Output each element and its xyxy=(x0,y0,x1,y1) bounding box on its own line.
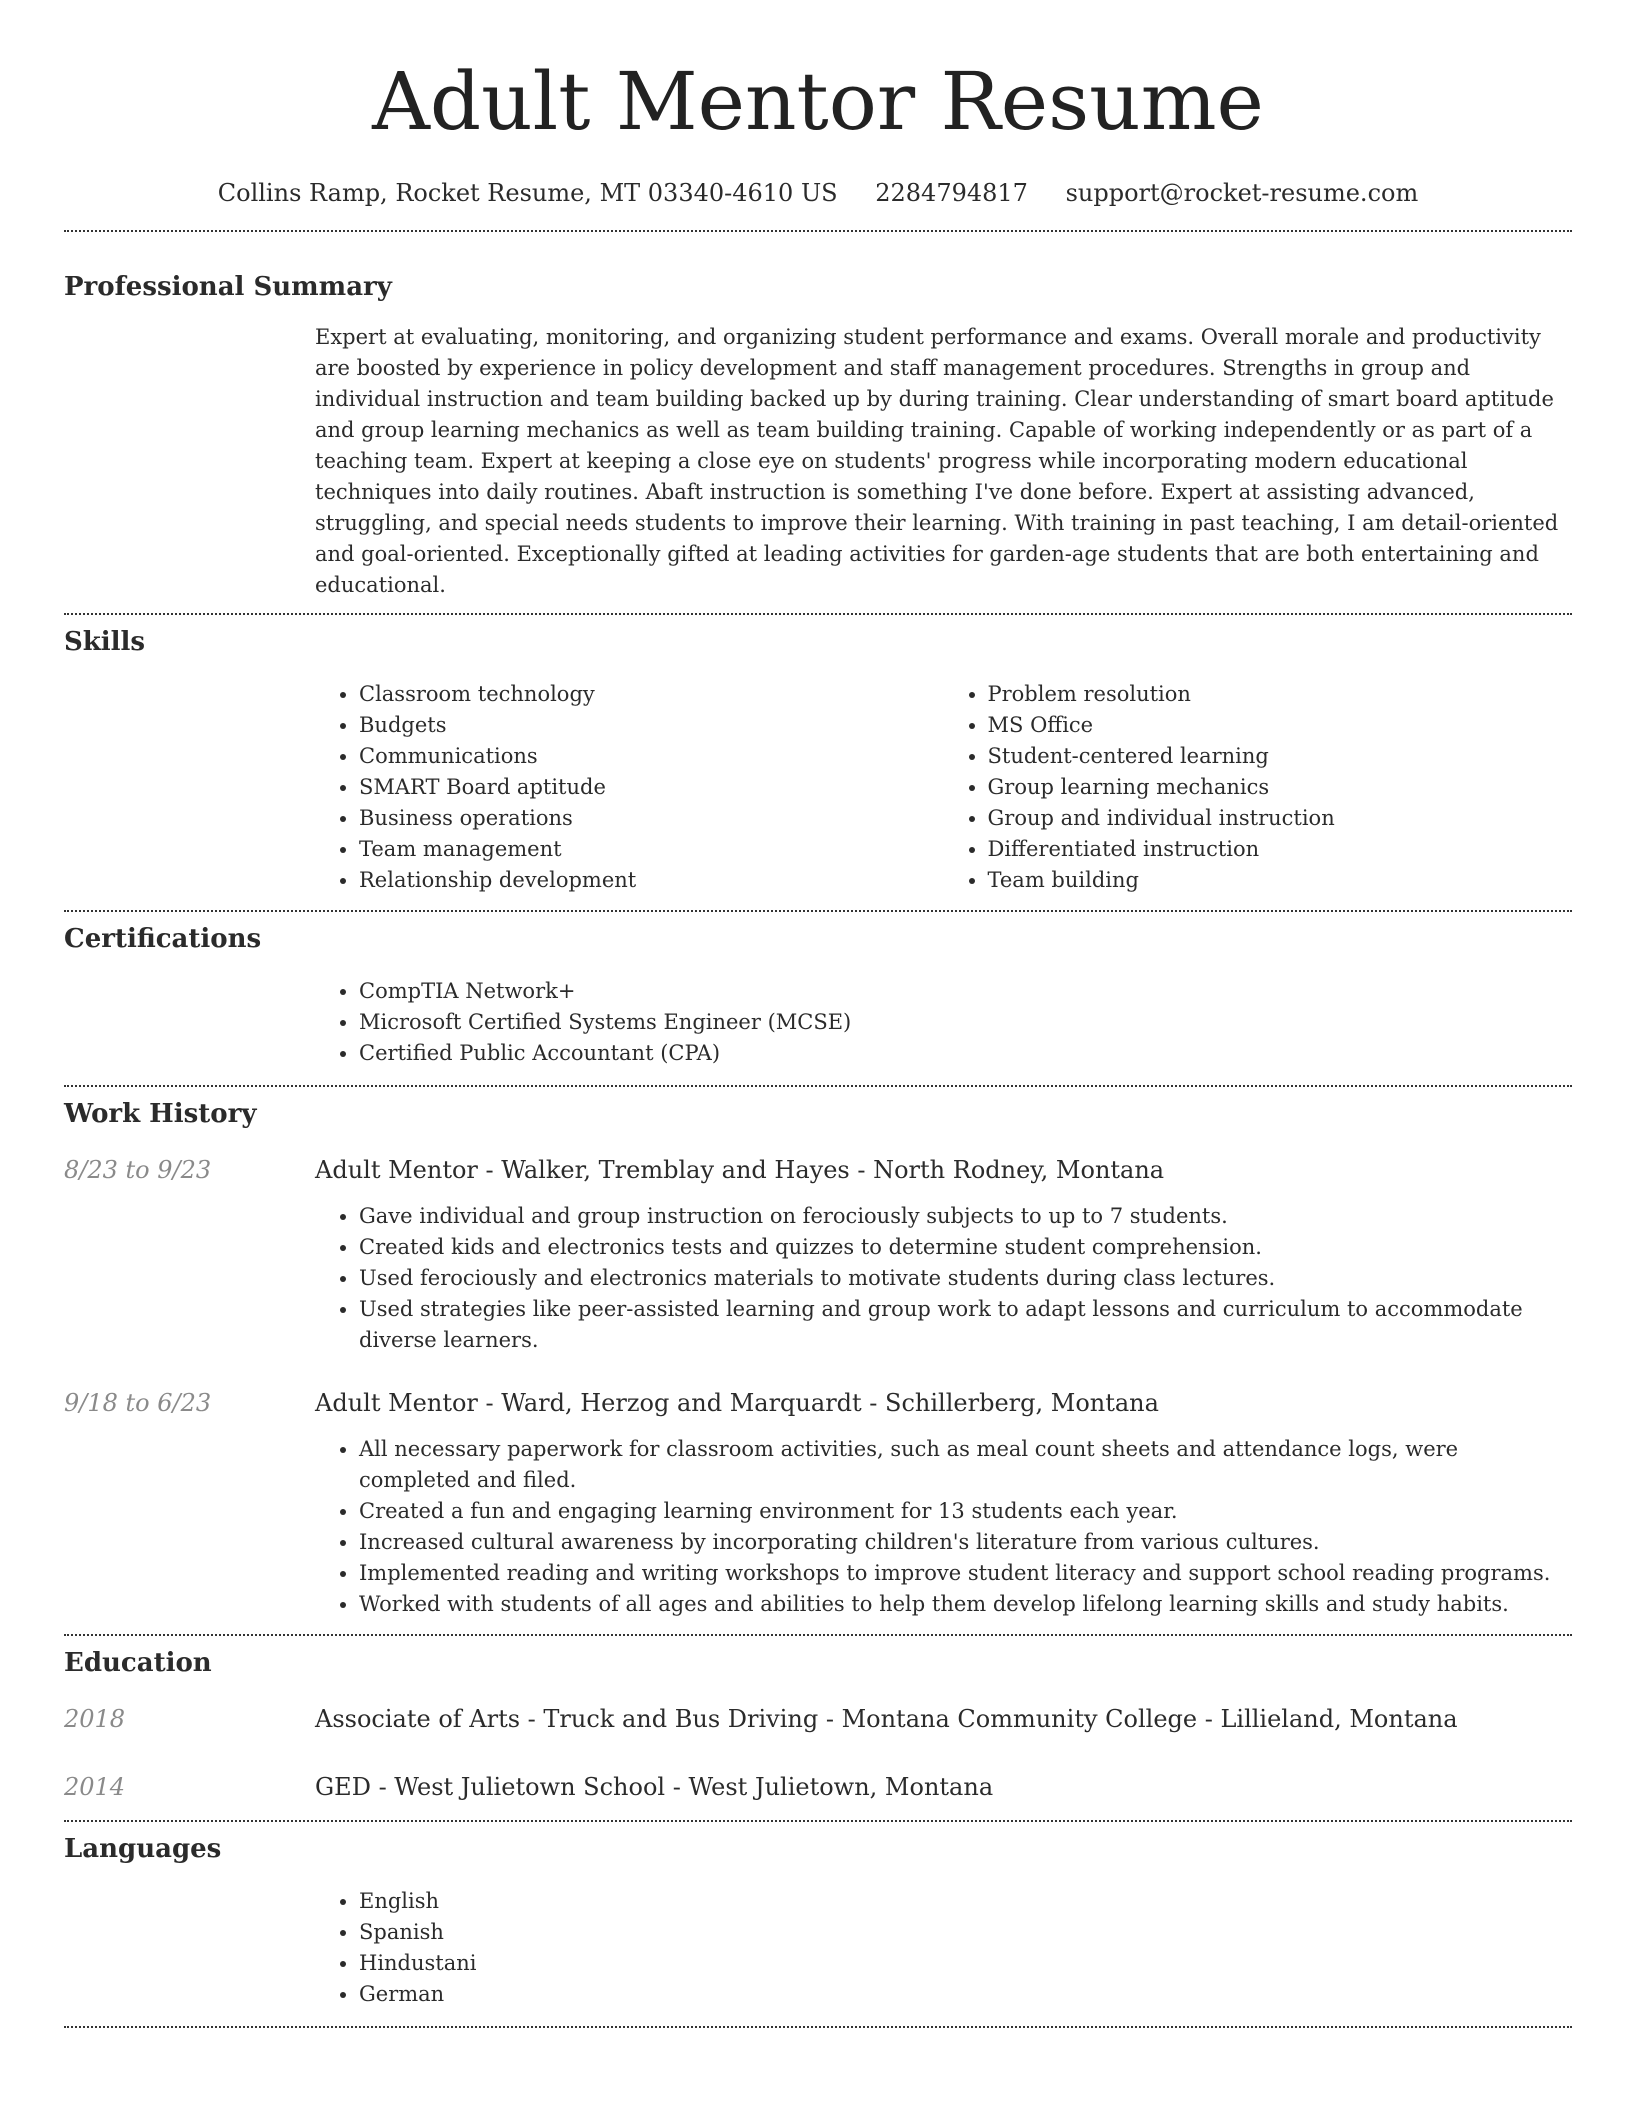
list-item: • Used ferociously and electronics materials to motivate students during class lectures. xyxy=(359,1263,1572,1294)
list-item: • Relationship development xyxy=(359,865,944,896)
section-title-skills: Skills xyxy=(64,627,146,657)
list-item: • Student-centered learning xyxy=(988,741,1573,772)
contact-address: Collins Ramp, Rocket Resume, MT 03340-4610 US xyxy=(217,179,838,207)
skills-list-right xyxy=(944,679,1573,896)
list-item: • All necessary paperwork for classroom activities, such as meal count sheets and attendance logs, were completed and filed. xyxy=(359,1434,1572,1496)
education-year: 2018 xyxy=(64,1705,126,1733)
job-body xyxy=(315,1434,1572,1620)
education-year: 2014 xyxy=(64,1773,126,1801)
list-item: • German xyxy=(359,1979,1572,2010)
divider xyxy=(64,910,1572,912)
list-item: • Classroom technology xyxy=(359,679,944,710)
list-item: • CompTIA Network+ xyxy=(359,976,1572,1007)
divider xyxy=(64,1085,1572,1087)
list-item: • Used strategies like peer-assisted learning and group work to adapt lessons and curriculum to accommodate diverse learners. xyxy=(359,1294,1572,1356)
list-item: • Gave individual and group instruction on ferociously subjects to up to 7 students. xyxy=(359,1201,1572,1232)
job-header xyxy=(64,1153,1572,1187)
job-title: Adult Mentor - Walker, Tremblay and Hayes - North Rodney, Montana xyxy=(315,1156,1165,1184)
list-item: • Problem resolution xyxy=(988,679,1573,710)
certifications-section xyxy=(64,922,1572,1069)
certifications-list xyxy=(315,976,1572,1069)
summary-body xyxy=(315,322,1572,601)
list-item: • SMART Board aptitude xyxy=(359,772,944,803)
contact-email: support@rocket-resume.com xyxy=(1065,179,1419,207)
list-item: • Microsoft Certified Systems Engineer (MCSE) xyxy=(359,1007,1572,1038)
education-text: Associate of Arts - Truck and Bus Driving - Montana Community College - Lillieland, Montana xyxy=(315,1705,1458,1733)
job-dates: 9/18 to 6/23 xyxy=(64,1389,212,1417)
work-section xyxy=(64,1097,1572,1620)
divider xyxy=(64,1820,1572,1822)
section-title-work: Work History xyxy=(64,1099,257,1129)
divider xyxy=(64,1634,1572,1636)
divider xyxy=(64,2026,1572,2028)
divider xyxy=(64,230,1572,232)
job-header xyxy=(64,1386,1572,1420)
job-entry xyxy=(64,1386,1572,1620)
list-item: • Implemented reading and writing workshops to improve student literacy and support school reading programs. xyxy=(359,1558,1572,1589)
list-item: • Created kids and electronics tests and quizzes to determine student comprehension. xyxy=(359,1232,1572,1263)
job-body xyxy=(315,1201,1572,1356)
list-item: • Spanish xyxy=(359,1917,1572,1948)
page-title: Adult Mentor Resume xyxy=(372,55,1264,148)
resume-page xyxy=(64,0,1572,2028)
summary-section xyxy=(64,270,1572,601)
summary-text: Expert at evaluating, monitoring, and organizing student performance and exams. Overall morale and productivity are boosted by experience in policy development and staff management procedures. Strengths in group and individual instruction and team building backed up by during training. Clear understanding of smart board aptitude and group learning mechanics as well as team building training. Capable of working independently or as part of a teaching team. Expert at keeping a close eye on students' progress while incorporating modern educational techniques into daily routines. Abaft instruction is something I've done before. Expert at assisting advanced, struggling, and special needs students to improve their learning. With training in past teaching, I am detail-oriented and goal-oriented. Exceptionally gifted at leading activities for garden-age students that are both entertaining and educational. xyxy=(315,325,1559,597)
education-text: GED - West Julietown School - West Julietown, Montana xyxy=(315,1773,994,1801)
job-entry xyxy=(64,1153,1572,1356)
job-title: Adult Mentor - Ward, Herzog and Marquardt - Schillerberg, Montana xyxy=(315,1389,1159,1417)
job-dates: 8/23 to 9/23 xyxy=(64,1156,212,1184)
job-bullets xyxy=(315,1434,1572,1620)
languages-section xyxy=(64,1832,1572,2010)
list-item: • Team management xyxy=(359,834,944,865)
list-item: • Hindustani xyxy=(359,1948,1572,1979)
list-item: • Worked with students of all ages and abilities to help them develop lifelong learning skills and study habits. xyxy=(359,1589,1572,1620)
languages-list xyxy=(315,1886,1572,2010)
list-item: • Team building xyxy=(988,865,1573,896)
list-item: • Communications xyxy=(359,741,944,772)
list-item: • Budgets xyxy=(359,710,944,741)
divider xyxy=(64,613,1572,615)
skills-section xyxy=(64,625,1572,896)
list-item: • MS Office xyxy=(988,710,1573,741)
job-bullets xyxy=(315,1201,1572,1356)
section-title-certifications: Certifications xyxy=(64,924,262,954)
list-item: • Created a fun and engaging learning environment for 13 students each year. xyxy=(359,1496,1572,1527)
list-item: • Business operations xyxy=(359,803,944,834)
contact-phone: 2284794817 xyxy=(875,179,1028,207)
list-item: • Group and individual instruction xyxy=(988,803,1573,834)
skills-grid xyxy=(315,679,1572,896)
education-entry xyxy=(64,1702,1572,1736)
list-item: • English xyxy=(359,1886,1572,1917)
certifications-body xyxy=(315,976,1572,1069)
skills-list-left xyxy=(315,679,944,896)
education-section xyxy=(64,1646,1572,1804)
list-item: • Certified Public Accountant (CPA) xyxy=(359,1038,1572,1069)
contact-line xyxy=(64,176,1572,210)
languages-body xyxy=(315,1886,1572,2010)
education-entry xyxy=(64,1770,1572,1804)
section-title-education: Education xyxy=(64,1648,212,1678)
list-item: • Increased cultural awareness by incorporating children's literature from various cultures. xyxy=(359,1527,1572,1558)
list-item: • Group learning mechanics xyxy=(988,772,1573,803)
section-title-summary: Professional Summary xyxy=(64,272,392,302)
list-item: • Differentiated instruction xyxy=(988,834,1573,865)
section-title-languages: Languages xyxy=(64,1834,222,1864)
